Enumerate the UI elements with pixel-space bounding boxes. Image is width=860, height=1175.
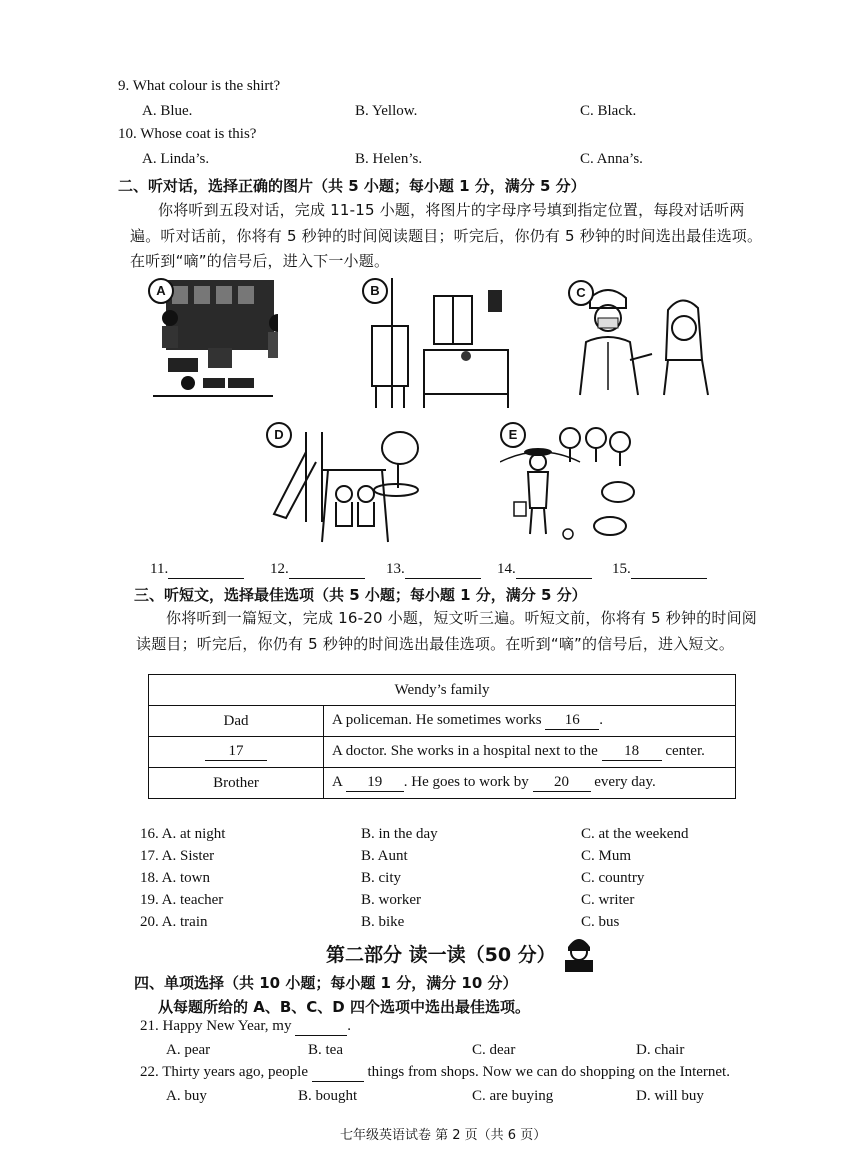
- q19-option-b: B. worker: [361, 892, 421, 908]
- picture-e: [500, 422, 640, 546]
- picture-e-label: E: [500, 422, 526, 448]
- part-2-title: 第二部分 读一读（50 分）: [326, 944, 556, 966]
- q9-option-b: B. Yellow.: [355, 103, 418, 119]
- answer-blank-12[interactable]: 12.: [270, 561, 365, 579]
- q21-option-b: B. tea: [308, 1042, 343, 1058]
- section-2-title: 二、听对话，选择正确的图片（共 5 小题；每小题 1 分，满分 5 分）: [118, 177, 586, 195]
- picture-b-label: B: [362, 278, 388, 304]
- picture-b: [362, 278, 510, 410]
- q20-option-c: C. bus: [581, 914, 620, 930]
- blank-18: 18: [602, 743, 662, 761]
- answer-blank-11[interactable]: 11.: [150, 561, 244, 579]
- picture-d: [266, 422, 422, 546]
- answer-blank-14[interactable]: 14.: [497, 561, 592, 579]
- blank-16: 16: [545, 712, 599, 730]
- q9-option-c: C. Black.: [580, 103, 637, 119]
- q22-option-b: B. bought: [298, 1088, 358, 1104]
- q20-option-a: 20. A. train: [140, 914, 208, 930]
- q21-option-a: A. pear: [166, 1042, 211, 1058]
- answer-blank-13[interactable]: 13.: [386, 561, 481, 579]
- answer-blank-15[interactable]: 15.: [612, 561, 707, 579]
- section-2-line-2: 遍。听对话前，你将有 5 秒钟的时间阅读题目；听完后，你仍有 5 秒钟的时间选出最佳选项。: [130, 227, 763, 245]
- q21-option-c: C. dear: [472, 1042, 516, 1058]
- picture-c: [568, 280, 716, 400]
- section-4-title: 四、单项选择（共 10 小题；每小题 1 分，满分 10 分）: [134, 974, 518, 992]
- q21-stem: 21. Happy New Year, my .: [140, 1018, 351, 1034]
- page-footer: 七年级英语试卷 第 2 页（共 6 页）: [340, 1128, 547, 1143]
- q22-stem: 22. Thirty years ago, people things from shops. Now we can do shopping on the Internet.: [140, 1064, 730, 1080]
- q17-option-c: C. Mum: [581, 848, 632, 864]
- q10-option-a: A. Linda’s.: [142, 151, 210, 167]
- student-reading-icon: [562, 933, 596, 973]
- picture-c-label: C: [568, 280, 594, 306]
- q17-option-a: 17. A. Sister: [140, 848, 215, 864]
- table-row-3-label: Brother: [149, 768, 324, 799]
- picture-d-label: D: [266, 422, 292, 448]
- table-row-1-text: A policeman. He sometimes works 16 .: [324, 706, 736, 737]
- q22-option-a: A. buy: [166, 1088, 207, 1104]
- table-title: Wendy’s family: [149, 675, 736, 706]
- q16-option-b: B. in the day: [361, 826, 438, 842]
- q19-option-c: C. writer: [581, 892, 635, 908]
- blank-17: 17: [205, 743, 267, 761]
- q20-option-b: B. bike: [361, 914, 405, 930]
- q22-option-d: D. will buy: [636, 1088, 704, 1104]
- table-row-2-label: [149, 737, 324, 768]
- q22-option-c: C. are buying: [472, 1088, 554, 1104]
- q16-option-c: C. at the weekend: [581, 826, 689, 842]
- q10-stem: 10. Whose coat is this?: [118, 126, 257, 142]
- section-2-line-3: 在听到“嘀”的信号后，进入下一小题。: [130, 252, 390, 270]
- section-3-line-2: 读题目；听完后，你仍有 5 秒钟的时间选出最佳选项。在听到“嘀”的信号后，进入短文。: [136, 635, 735, 653]
- q16-option-a: 16. A. at night: [140, 826, 226, 842]
- picture-a-label: A: [148, 278, 174, 304]
- table-row-3-text: A 19 . He goes to work by 20 every day.: [324, 768, 736, 799]
- q21-option-d: D. chair: [636, 1042, 685, 1058]
- q19-option-a: 19. A. teacher: [140, 892, 224, 908]
- table-row-2-text: A doctor. She works in a hospital next to the 18 center.: [324, 737, 736, 768]
- q17-option-b: B. Aunt: [361, 848, 408, 864]
- blank-20: 20: [533, 774, 591, 792]
- q18-option-b: B. city: [361, 870, 401, 886]
- blank-19: 19: [346, 774, 404, 792]
- table-row-1-label: Dad: [149, 706, 324, 737]
- section-3-line-1: 你将听到一篇短文，完成 16-20 小题，短文听三遍。听短文前，你将有 5 秒钟的时间阅: [166, 609, 758, 627]
- q9-option-a: A. Blue.: [142, 103, 193, 119]
- q10-option-b: B. Helen’s.: [355, 151, 423, 167]
- q18-option-c: C. country: [581, 870, 645, 886]
- section-2-line-1: 你将听到五段对话，完成 11-15 小题，将图片的字母序号填到指定位置，每段对话听两: [158, 201, 745, 219]
- family-table: [148, 674, 736, 799]
- section-3-title: 三、听短文，选择最佳选项（共 5 小题；每小题 1 分，满分 5 分）: [134, 586, 587, 604]
- q18-option-a: 18. A. town: [140, 870, 211, 886]
- picture-a: [148, 278, 278, 408]
- q9-stem: 9. What colour is the shirt?: [118, 78, 281, 94]
- section-4-instruction: 从每题所给的 A、B、C、D 四个选项中选出最佳选项。: [158, 998, 530, 1016]
- q10-option-c: C. Anna’s.: [580, 151, 643, 167]
